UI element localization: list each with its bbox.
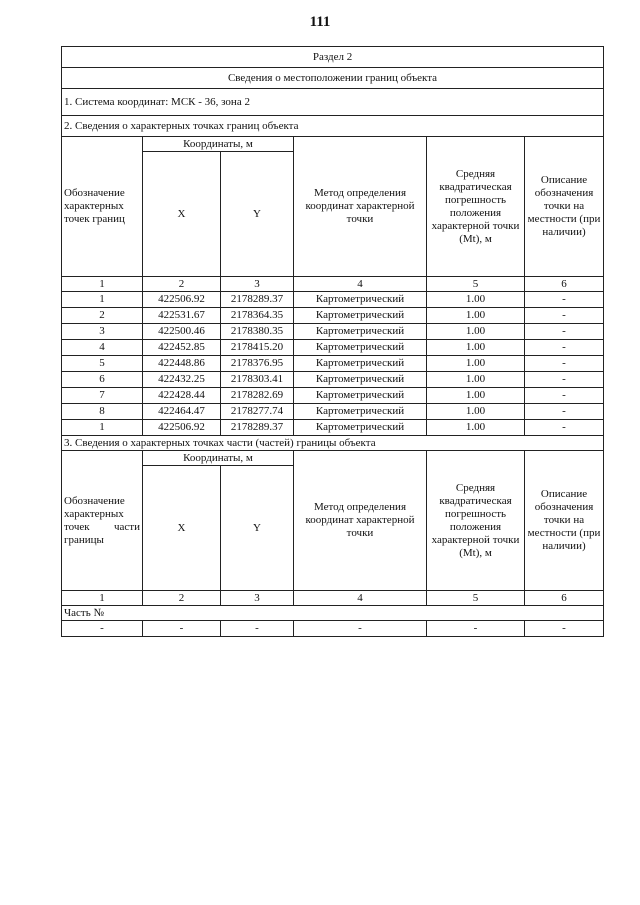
method: Картометрический [294,420,427,436]
column-number: 5 [427,277,525,292]
point-id: 1 [62,420,143,436]
table-row [62,372,604,388]
column-number: 1 [62,591,143,606]
parts-heading: 3. Сведения о характерных точках части (частей) границы объекта [62,436,604,451]
method: Картометрический [294,292,427,308]
method: Картометрический [294,404,427,420]
error: 1.00 [427,420,525,436]
coord-x: 422464.47 [143,404,221,420]
error: 1.00 [427,308,525,324]
coord-y: 2178303.41 [221,372,294,388]
coord-x: 422452.85 [143,340,221,356]
method: Картометрический [294,308,427,324]
table-row [62,308,604,324]
empty-cell: - [62,621,143,637]
coord-y: 2178364.35 [221,308,294,324]
table-row [62,621,604,637]
coordinate-system: 1. Система координат: МСК - 36, зона 2 [62,89,604,116]
coord-x: 422506.92 [143,420,221,436]
section-title: Раздел 2 [62,47,604,68]
description: - [525,404,604,420]
error: 1.00 [427,292,525,308]
column-number: 1 [62,277,143,292]
empty-cell: - [143,621,221,637]
table-row [62,324,604,340]
error: 1.00 [427,324,525,340]
table-row [62,292,604,308]
table-row [62,404,604,420]
column-number: 4 [294,591,427,606]
column-number: 3 [221,277,294,292]
method: Картометрический [294,388,427,404]
page-number: 111 [309,14,331,30]
col-description-header: Описание обозначения точки на местности (при наличии) [525,137,604,277]
coord-x: 422428.44 [143,388,221,404]
error: 1.00 [427,356,525,372]
error: 1.00 [427,340,525,356]
table-row [62,388,604,404]
col-coords-header: Координаты, м [143,451,294,466]
column-number: 2 [143,591,221,606]
col-method-header: Метод определения координат характерной точки [294,451,427,591]
boundary-table [61,46,604,637]
description: - [525,420,604,436]
method: Картометрический [294,356,427,372]
column-number: 6 [525,277,604,292]
column-number-row [62,591,604,606]
description: - [525,388,604,404]
column-number-row [62,277,604,292]
section-subtitle: Сведения о местоположении границ объекта [62,68,604,89]
description: - [525,308,604,324]
column-number: 4 [294,277,427,292]
coord-y: 2178277.74 [221,404,294,420]
coord-y: 2178415.20 [221,340,294,356]
error: 1.00 [427,404,525,420]
col-method-header: Метод определения координат характерной точки [294,137,427,277]
col-y-header: Y [221,466,294,591]
empty-cell: - [221,621,294,637]
col-coords-header: Координаты, м [143,137,294,152]
method: Картометрический [294,372,427,388]
col-designation-header: Обозначение характерных точек границ [62,137,143,277]
description: - [525,356,604,372]
point-id: 3 [62,324,143,340]
description: - [525,372,604,388]
point-id: 1 [62,292,143,308]
empty-cell: - [294,621,427,637]
error: 1.00 [427,372,525,388]
point-id: 2 [62,308,143,324]
point-id: 6 [62,372,143,388]
coord-x: 422432.25 [143,372,221,388]
point-id: 4 [62,340,143,356]
description: - [525,292,604,308]
method: Картометрический [294,340,427,356]
table-row [62,340,604,356]
col-y-header: Y [221,152,294,277]
empty-cell: - [427,621,525,637]
coord-x: 422506.92 [143,292,221,308]
column-number: 6 [525,591,604,606]
points-heading: 2. Сведения о характерных точках границ объекта [62,116,604,137]
col-description-header: Описание обозначения точки на местности (при наличии) [525,451,604,591]
point-id: 5 [62,356,143,372]
coord-y: 2178376.95 [221,356,294,372]
table-row [62,356,604,372]
point-id: 8 [62,404,143,420]
col-error-header: Средняя квадратическая погрешность положения характерной точки (Mt), м [427,451,525,591]
col-x-header: X [143,152,221,277]
col-error-header: Средняя квадратическая погрешность положения характерной точки (Mt), м [427,137,525,277]
coord-x: 422531.67 [143,308,221,324]
column-number: 3 [221,591,294,606]
coord-x: 422500.46 [143,324,221,340]
coord-y: 2178289.37 [221,420,294,436]
col-x-header: X [143,466,221,591]
error: 1.00 [427,388,525,404]
description: - [525,340,604,356]
coord-y: 2178289.37 [221,292,294,308]
coord-y: 2178282.69 [221,388,294,404]
column-number: 2 [143,277,221,292]
point-id: 7 [62,388,143,404]
table-row [62,420,604,436]
coord-x: 422448.86 [143,356,221,372]
coord-y: 2178380.35 [221,324,294,340]
column-number: 5 [427,591,525,606]
col-designation-header: Обозначение характерных точек части границы [62,451,143,591]
description: - [525,324,604,340]
part-label: Часть № [62,606,604,621]
method: Картометрический [294,324,427,340]
empty-cell: - [525,621,604,637]
